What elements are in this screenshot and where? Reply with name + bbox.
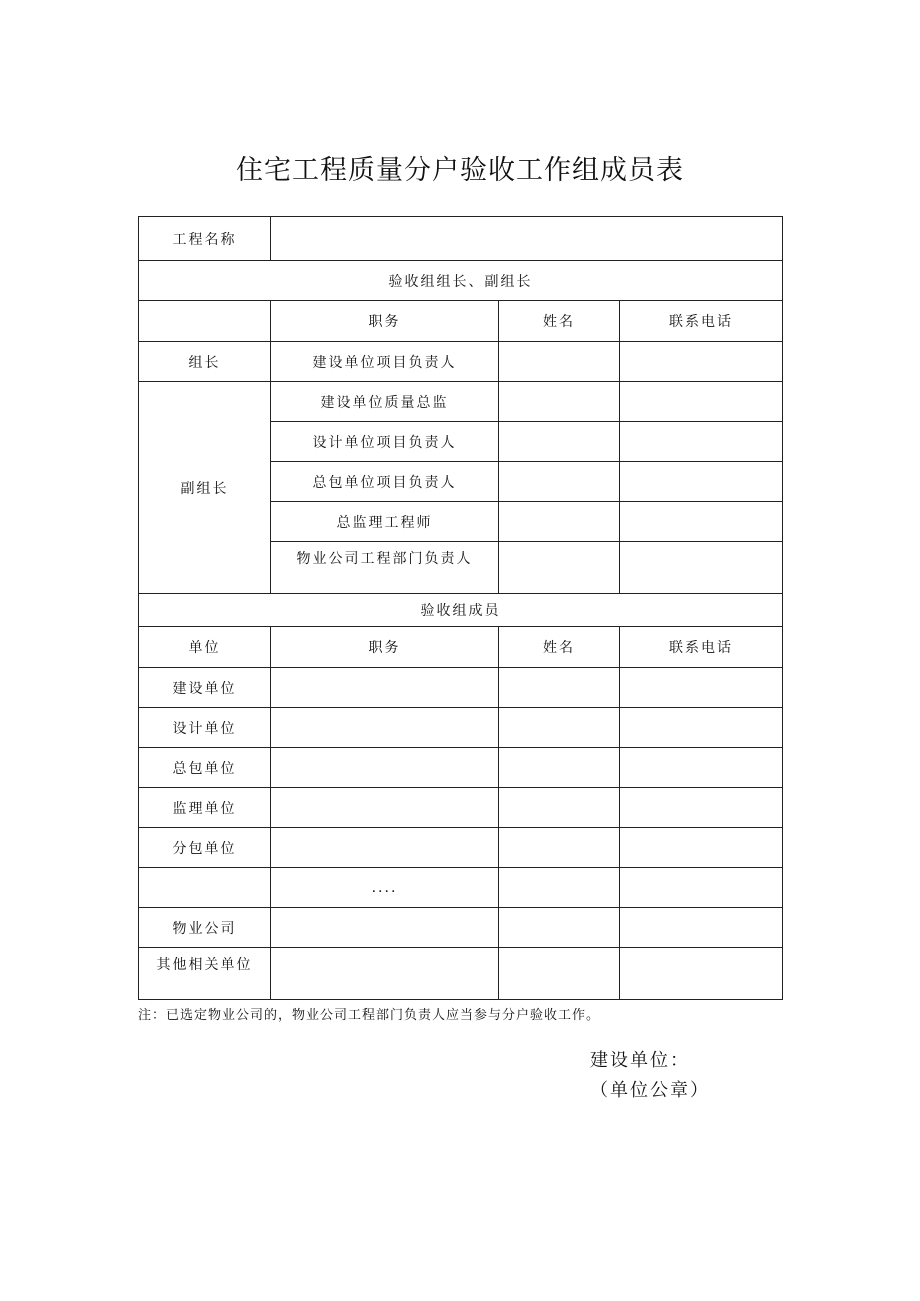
leader-label: 组长 bbox=[139, 342, 271, 382]
member-phone-cell[interactable] bbox=[620, 708, 783, 748]
members-heading: 验收组成员 bbox=[139, 594, 783, 627]
deputy-label: 副组长 bbox=[139, 382, 271, 594]
member-phone-cell[interactable] bbox=[620, 908, 783, 948]
deputy-phone-cell[interactable] bbox=[620, 502, 783, 542]
member-phone-cell[interactable] bbox=[620, 788, 783, 828]
member-unit bbox=[139, 868, 271, 908]
signature-unit: 建设单位： bbox=[590, 1050, 690, 1071]
members-col-phone: 联系电话 bbox=[620, 627, 783, 668]
deputy-role: 物业公司工程部门负责人 bbox=[271, 542, 499, 594]
page-title: 住宅工程质量分户验收工作组成员表 bbox=[236, 155, 684, 186]
members-col-role: 职务 bbox=[271, 627, 499, 668]
leaders-col-phone: 联系电话 bbox=[620, 301, 783, 342]
member-row bbox=[139, 748, 783, 788]
member-name-cell[interactable] bbox=[499, 748, 620, 788]
member-row bbox=[139, 908, 783, 948]
member-role-cell[interactable] bbox=[271, 708, 499, 748]
deputy-name-cell[interactable] bbox=[499, 382, 620, 422]
member-role-cell[interactable] bbox=[271, 908, 499, 948]
project-name-label: 工程名称 bbox=[139, 217, 271, 261]
member-unit: 总包单位 bbox=[139, 748, 271, 788]
members-header-row bbox=[139, 627, 783, 668]
member-role-cell[interactable] bbox=[271, 668, 499, 708]
member-row bbox=[139, 708, 783, 748]
member-unit: 设计单位 bbox=[139, 708, 271, 748]
leaders-col-role: 职务 bbox=[271, 301, 499, 342]
member-role-cell[interactable] bbox=[271, 948, 499, 1000]
member-row bbox=[139, 668, 783, 708]
members-col-name: 姓名 bbox=[499, 627, 620, 668]
leader-role: 建设单位项目负责人 bbox=[271, 342, 499, 382]
deputy-name-cell[interactable] bbox=[499, 462, 620, 502]
signature-seal: （单位公章） bbox=[590, 1080, 710, 1101]
deputy-phone-cell[interactable] bbox=[620, 422, 783, 462]
leader-name-cell[interactable] bbox=[499, 342, 620, 382]
deputy-role: 总监理工程师 bbox=[271, 502, 499, 542]
member-role-cell[interactable] bbox=[271, 748, 499, 788]
member-phone-cell[interactable] bbox=[620, 748, 783, 788]
member-role-cell[interactable] bbox=[271, 828, 499, 868]
member-name-cell[interactable] bbox=[499, 788, 620, 828]
member-row bbox=[139, 868, 783, 908]
member-name-cell[interactable] bbox=[499, 908, 620, 948]
member-name-cell[interactable] bbox=[499, 828, 620, 868]
member-unit: 监理单位 bbox=[139, 788, 271, 828]
leader-row bbox=[139, 342, 783, 382]
deputy-phone-cell[interactable] bbox=[620, 382, 783, 422]
leaders-heading: 验收组组长、副组长 bbox=[139, 261, 783, 301]
deputy-phone-cell[interactable] bbox=[620, 462, 783, 502]
member-phone-cell[interactable] bbox=[620, 868, 783, 908]
deputy-row bbox=[139, 382, 783, 422]
deputy-phone-cell[interactable] bbox=[620, 542, 783, 594]
members-table bbox=[138, 216, 783, 1000]
member-phone-cell[interactable] bbox=[620, 668, 783, 708]
member-ellipsis: .... bbox=[271, 868, 499, 908]
member-row bbox=[139, 828, 783, 868]
deputy-name-cell[interactable] bbox=[499, 542, 620, 594]
member-unit: 物业公司 bbox=[139, 908, 271, 948]
deputy-role: 建设单位质量总监 bbox=[271, 382, 499, 422]
leader-phone-cell[interactable] bbox=[620, 342, 783, 382]
member-unit: 建设单位 bbox=[139, 668, 271, 708]
member-row bbox=[139, 948, 783, 1000]
project-row bbox=[139, 217, 783, 261]
member-name-cell[interactable] bbox=[499, 668, 620, 708]
member-unit: 其他相关单位 bbox=[139, 948, 271, 1000]
member-role-cell[interactable] bbox=[271, 788, 499, 828]
deputy-name-cell[interactable] bbox=[499, 422, 620, 462]
deputy-role: 总包单位项目负责人 bbox=[271, 462, 499, 502]
footnote: 注：已选定物业公司的，物业公司工程部门负责人应当参与分户验收工作。 bbox=[138, 1008, 601, 1023]
member-phone-cell[interactable] bbox=[620, 948, 783, 1000]
leaders-header-row bbox=[139, 301, 783, 342]
deputy-name-cell[interactable] bbox=[499, 502, 620, 542]
leaders-header-blank bbox=[139, 301, 271, 342]
member-row bbox=[139, 788, 783, 828]
member-phone-cell[interactable] bbox=[620, 828, 783, 868]
member-unit: 分包单位 bbox=[139, 828, 271, 868]
project-name-field[interactable] bbox=[271, 217, 783, 261]
deputy-role: 设计单位项目负责人 bbox=[271, 422, 499, 462]
member-name-cell[interactable] bbox=[499, 948, 620, 1000]
member-name-cell[interactable] bbox=[499, 868, 620, 908]
members-col-unit: 单位 bbox=[139, 627, 271, 668]
leaders-col-name: 姓名 bbox=[499, 301, 620, 342]
member-name-cell[interactable] bbox=[499, 708, 620, 748]
